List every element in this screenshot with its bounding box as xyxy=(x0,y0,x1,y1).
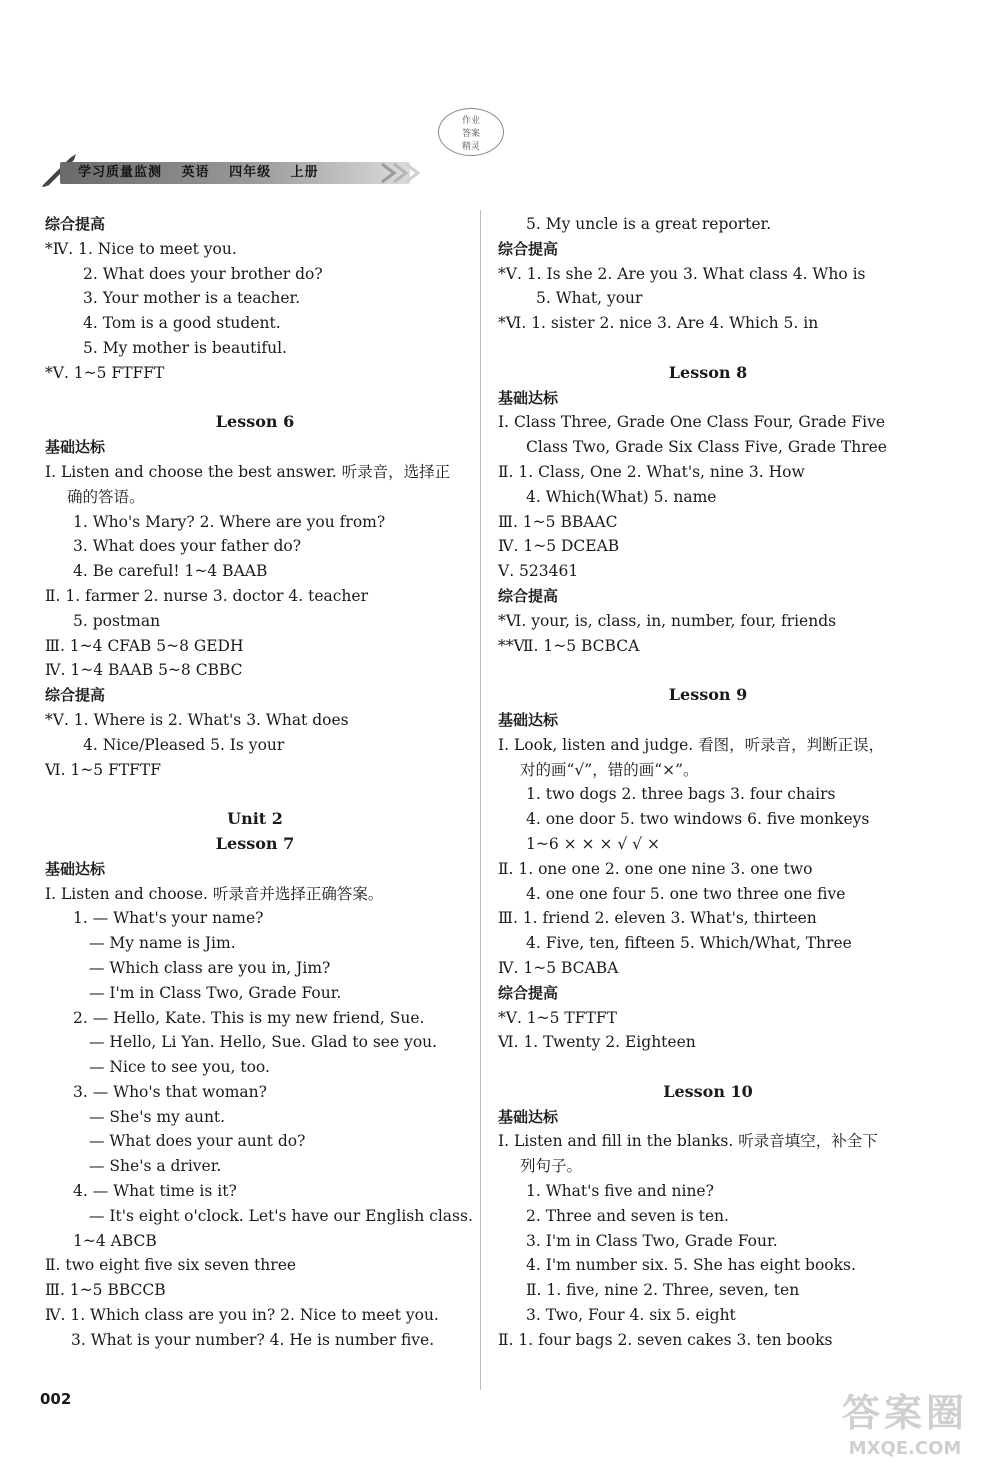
answer-line: — She's my aunt. xyxy=(89,1107,226,1126)
answer-line: 1. What's five and nine? xyxy=(526,1182,714,1201)
answer-line: 3. I'm in Class Two, Grade Four. xyxy=(526,1231,778,1250)
watermark-sub: MXQE.COM xyxy=(848,1438,962,1459)
column-divider xyxy=(480,210,481,1390)
answer-line: 5. postman xyxy=(73,611,161,630)
header-volume: 上册 xyxy=(290,165,319,180)
answer-line: 5. My uncle is a great reporter. xyxy=(526,215,772,233)
page-header xyxy=(40,150,420,190)
answer-line: 2. What does your brother do? xyxy=(83,264,323,283)
answer-line: 4. one door 5. two windows 6. five monkeys xyxy=(526,810,870,829)
right-column xyxy=(498,212,918,1353)
section-heading: 基础达标 xyxy=(45,438,106,457)
answer-line: Ⅲ. 1~5 BBCCB xyxy=(45,1281,166,1300)
answer-line: 4. — What time is it? xyxy=(73,1182,237,1201)
answer-line: 3. What is your number? 4. He is number five. xyxy=(71,1330,435,1349)
answer-line: *Ⅴ. 1. Is she 2. Are you 3. What class 4. Who is xyxy=(498,264,866,283)
answer-line: 4. Be careful! 1~4 BAAB xyxy=(73,562,268,581)
lesson-title: Lesson 6 xyxy=(215,412,295,432)
answer-line: Ⅱ. two eight five six seven three xyxy=(45,1256,297,1275)
answer-line: Ⅳ. 1~4 BAAB 5~8 CBBC xyxy=(45,661,243,680)
lesson-title: Lesson 9 xyxy=(668,685,748,705)
answer-line: Ⅳ. 1~5 DCEAB xyxy=(498,537,620,556)
answer-line: *Ⅴ. 1. Where is 2. What's 3. What does xyxy=(45,710,349,729)
header-text xyxy=(78,163,333,183)
answer-line: 4. I'm number six. 5. She has eight books. xyxy=(526,1256,856,1275)
answer-line: **Ⅶ. 1~5 BCBCA xyxy=(498,636,640,655)
answer-line: Ⅲ. 1~4 CFAB 5~8 GEDH xyxy=(45,636,244,655)
answer-line: Ⅰ. Listen and choose. 听录音并选择正确答案。 xyxy=(45,884,384,903)
answer-line: Ⅱ. 1. Class, One 2. What's, nine 3. How xyxy=(498,462,805,481)
answer-line: Ⅳ. 1~5 BCABA xyxy=(498,958,619,977)
answer-line: 确的答语。 xyxy=(67,487,145,506)
answer-stamp xyxy=(438,108,504,156)
answer-line: 4. Tom is a good student. xyxy=(83,314,281,333)
spacer xyxy=(498,658,918,683)
lesson-title: Lesson 8 xyxy=(668,362,748,382)
answer-line: Ⅲ. 1. friend 2. eleven 3. What's, thirteen xyxy=(498,909,817,928)
answer-line: Ⅳ. 1. Which class are you in? 2. Nice to meet you. xyxy=(45,1306,439,1325)
answer-line: 2. — Hello, Kate. This is my new friend, Sue. xyxy=(73,1008,425,1027)
answer-line: 对的画“√”，错的画“×”。 xyxy=(520,760,699,779)
page-number: 002 xyxy=(40,1390,72,1408)
answer-line: *Ⅳ. 1. Nice to meet you. xyxy=(45,239,237,258)
answer-line: 2. Three and seven is ten. xyxy=(526,1206,729,1225)
answer-line: 4. Five, ten, fifteen 5. Which/What, Three xyxy=(526,934,852,953)
answer-line: Ⅰ. Class Three, Grade One Class Four, Grade Five xyxy=(498,413,886,432)
section-heading: 综合提高 xyxy=(45,215,106,233)
answer-line: Ⅱ. 1. five, nine 2. Three, seven, ten xyxy=(526,1281,800,1300)
watermark-logo xyxy=(820,1388,990,1468)
answer-line: 1. two dogs 2. three bags 3. four chairs xyxy=(526,785,836,804)
answer-line: — What does your aunt do? xyxy=(89,1132,306,1151)
answer-line: 3. Your mother is a teacher. xyxy=(83,289,301,308)
answer-line: 4. one one four 5. one two three one five xyxy=(526,884,846,903)
lesson-title: Unit 2 xyxy=(227,809,283,829)
answer-line: 1~6 × × × √ √ × xyxy=(526,834,660,853)
arrows-icon xyxy=(380,162,420,184)
answer-line: Class Two, Grade Six Class Five, Grade Three xyxy=(526,438,887,457)
answer-line: Ⅴ. 523461 xyxy=(498,562,579,581)
left-column xyxy=(45,212,473,1353)
answer-line: — I'm in Class Two, Grade Four. xyxy=(89,983,342,1002)
section-heading: 综合提高 xyxy=(498,239,559,258)
section-heading: 基础达标 xyxy=(498,710,559,729)
answer-line: Ⅰ. Look, listen and judge. 看图，听录音，判断正误， xyxy=(498,735,885,754)
answer-line: Ⅱ. 1. farmer 2. nurse 3. doctor 4. teacher xyxy=(45,586,368,605)
section-heading: 综合提高 xyxy=(45,686,106,705)
spacer xyxy=(45,386,465,411)
answer-line: Ⅰ. Listen and choose the best answer. 听录音，选择正 xyxy=(45,462,451,481)
spacer xyxy=(498,1055,918,1080)
answer-line: — My name is Jim. xyxy=(89,934,236,953)
answer-line: 5. What, your xyxy=(536,289,643,308)
answer-line: — Nice to see you, too. xyxy=(89,1058,270,1077)
answer-line: 1. Who's Mary? 2. Where are you from? xyxy=(73,512,386,531)
section-heading: 基础达标 xyxy=(45,859,106,878)
answer-line: Ⅵ. 1~5 FTFTF xyxy=(45,760,162,779)
answer-line: 1~4 ABCB xyxy=(73,1231,157,1250)
answer-line: *Ⅴ. 1~5 TFTFT xyxy=(498,1008,617,1027)
answer-line: 3. What does your father do? xyxy=(73,537,302,556)
answer-line: — It's eight o'clock. Let's have our English class. xyxy=(89,1206,473,1225)
section-heading: 基础达标 xyxy=(498,388,559,407)
section-heading: 基础达标 xyxy=(498,1107,559,1126)
lesson-title: Lesson 7 xyxy=(215,833,295,853)
answer-line: 4. Which(What) 5. name xyxy=(526,487,717,506)
answer-line: Ⅰ. Listen and fill in the blanks. 听录音填空，补全下 xyxy=(498,1132,878,1151)
answer-line: Ⅲ. 1~5 BBAAC xyxy=(498,512,618,531)
answer-line: 3. — Who's that woman? xyxy=(73,1082,267,1101)
answer-line: — Which class are you in, Jim? xyxy=(89,958,331,977)
answer-line: *Ⅵ. 1. sister 2. nice 3. Are 4. Which 5. in xyxy=(498,314,819,333)
stamp-line-1: 作业 xyxy=(461,116,480,126)
answer-line: 5. My mother is beautiful. xyxy=(83,338,287,357)
answer-line: Ⅱ. 1. one one 2. one one nine 3. one two xyxy=(498,859,813,878)
answer-line: 1. — What's your name? xyxy=(73,909,264,928)
spacer xyxy=(498,336,918,361)
header-title: 学习质量监测 xyxy=(78,165,163,180)
answer-line: *Ⅴ. 1~5 FTFFT xyxy=(45,363,165,382)
watermark-main: 答案圈 xyxy=(841,1391,968,1435)
header-grade: 四年级 xyxy=(229,165,272,180)
stamp-line-3: 精灵 xyxy=(461,142,480,152)
answer-line: 4. Nice/Pleased 5. Is your xyxy=(83,735,285,754)
stamp-line-2: 答案 xyxy=(461,129,480,139)
answer-line: — She's a driver. xyxy=(89,1157,222,1176)
spacer xyxy=(45,782,465,807)
answer-line: Ⅱ. 1. four bags 2. seven cakes 3. ten books xyxy=(498,1330,833,1349)
section-heading: 综合提高 xyxy=(498,586,559,605)
answer-line: 列句子。 xyxy=(520,1157,583,1176)
answer-line: 3. Two, Four 4. six 5. eight xyxy=(526,1306,736,1325)
answer-line: Ⅵ. 1. Twenty 2. Eighteen xyxy=(498,1033,696,1052)
answer-line: *Ⅵ. your, is, class, in, number, four, friends xyxy=(498,611,837,630)
answer-line: — Hello, Li Yan. Hello, Sue. Glad to see you. xyxy=(89,1033,438,1052)
header-subject: 英语 xyxy=(181,165,210,180)
lesson-title: Lesson 10 xyxy=(663,1081,753,1101)
section-heading: 综合提高 xyxy=(498,983,559,1002)
